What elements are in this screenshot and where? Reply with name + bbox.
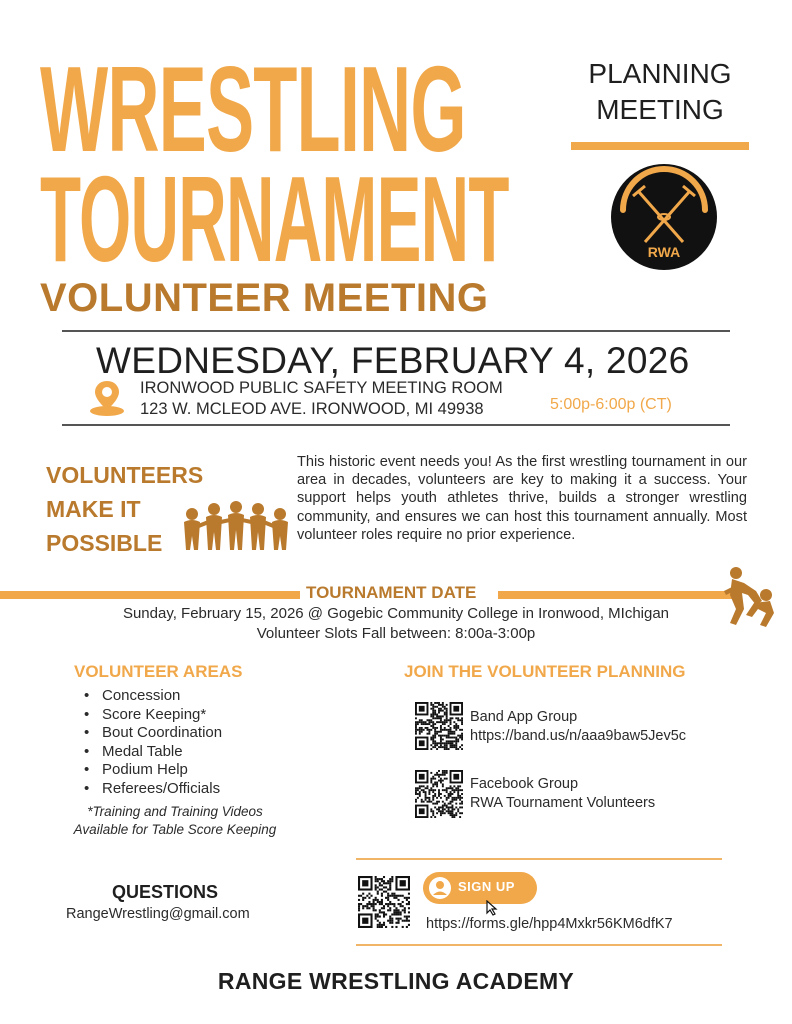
rwa-logo (609, 162, 719, 272)
facebook-qr-code-icon[interactable] (415, 770, 463, 818)
signup-divider-top (356, 858, 722, 860)
volunteer-slots: Volunteer Slots Fall between: 8:00a-3:00p (256, 625, 536, 642)
volunteers-heading-line-3: POSSIBLE (46, 530, 163, 556)
questions-title: QUESTIONS (112, 882, 219, 902)
location-line-1: IRONWOOD PUBLIC SAFETY MEETING ROOM (140, 379, 503, 397)
sign-up-label[interactable]: SIGN UP (458, 879, 515, 894)
academy-name: RANGE WRESTLING ACADEMY (217, 968, 575, 994)
meeting-line: MEETING (596, 94, 724, 125)
band-group-info (470, 708, 686, 746)
tournament-band-left (0, 591, 300, 599)
people-group-icon (180, 500, 290, 555)
contact-email[interactable]: RangeWrestling@gmail.com (66, 906, 250, 922)
meeting-time: 5:00p-6:00p (CT) (550, 396, 672, 413)
tournament-date-label: TOURNAMENT DATE (306, 583, 477, 602)
location-pin-icon (86, 378, 128, 418)
volunteers-heading-line-1: VOLUNTEERS (46, 462, 204, 488)
list-item: • Podium Help (84, 761, 222, 780)
band-qr-code-icon[interactable] (415, 702, 463, 750)
list-item: • Medal Table (84, 743, 222, 762)
title-wrestling: WRESTLING (40, 40, 466, 178)
meeting-location (140, 378, 503, 420)
facebook-group-label: Facebook Group (470, 776, 579, 792)
list-item: • Referees/Officials (84, 780, 222, 799)
user-icon (428, 876, 452, 900)
signup-form-link[interactable]: https://forms.gle/hpp4Mxkr56KM6dfK7 (426, 916, 673, 932)
location-line-2: 123 W. MCLEOD AVE. IRONWOOD, MI 49938 (140, 400, 484, 418)
volunteers-heading-line-2: MAKE IT (46, 496, 141, 522)
title-tournament: TOURNAMENT (40, 150, 509, 288)
meeting-date: WEDNESDAY, FEBRUARY 4, 2026 (96, 340, 690, 381)
logo-text: RWA (647, 244, 681, 260)
volunteer-areas-list (84, 687, 222, 799)
divider-top (62, 330, 730, 332)
planning-underline (571, 142, 749, 150)
join-planning-title: JOIN THE VOLUNTEER PLANNING (404, 662, 686, 681)
volunteer-description: This historic event needs you! As the first wrestling tournament in our area in decades, volunteers are key to making it a success. Your support helps youth athletes thrive, builds a stronger wrestling community, and ensures we can host this tournament annually. Most volunteer roles require no prior experience. (297, 454, 747, 543)
planning-line: PLANNING (588, 58, 732, 89)
volunteer-areas-title: VOLUNTEER AREAS (74, 662, 243, 681)
signup-divider-bottom (356, 944, 722, 946)
signup-qr-code-icon[interactable] (358, 876, 410, 928)
training-note-line-1: *Training and Training Videos (87, 804, 263, 819)
list-item: • Concession (84, 687, 222, 706)
band-group-link[interactable]: https://band.us/n/aaa9baw5Jev5c (470, 728, 687, 744)
list-item: • Bout Coordination (84, 724, 222, 743)
list-item: • Score Keeping* (84, 706, 222, 725)
subtitle-volunteer-meeting: VOLUNTEER MEETING (40, 276, 489, 320)
tournament-band-right (498, 591, 736, 599)
divider-bottom (62, 424, 730, 426)
tournament-details: Sunday, February 15, 2026 @ Gogebic Community College in Ironwood, MIchigan (122, 605, 670, 622)
training-note-line-2: Available for Table Score Keeping (73, 821, 277, 837)
training-note (40, 803, 310, 838)
pointer-cursor-icon (485, 900, 499, 916)
planning-meeting-label (572, 56, 748, 128)
facebook-group-name[interactable]: RWA Tournament Volunteers (470, 795, 656, 811)
facebook-group-info (470, 775, 655, 813)
band-group-label: Band App Group (470, 709, 578, 725)
